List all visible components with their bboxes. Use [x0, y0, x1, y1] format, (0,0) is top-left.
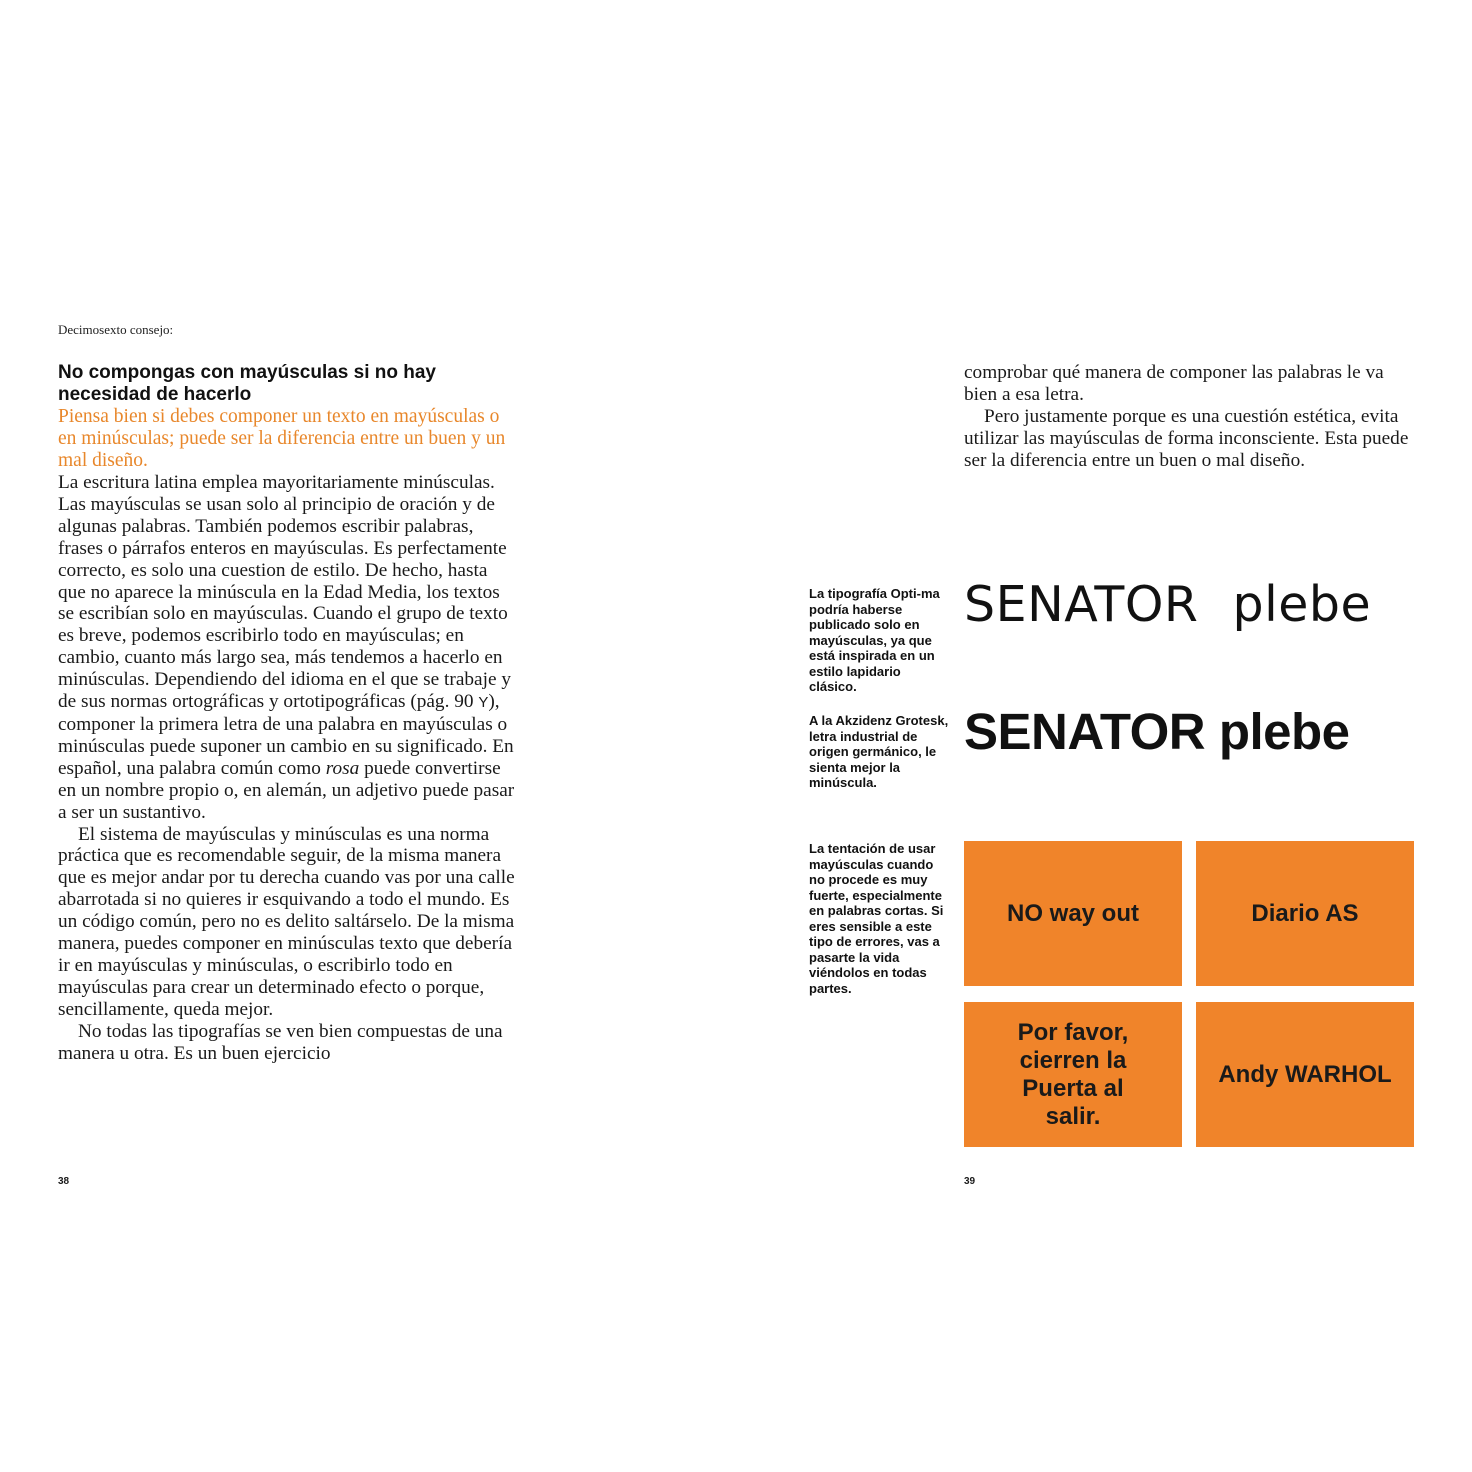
tip-kicker: Decimosexto consejo:	[58, 322, 174, 337]
body-paragraph-1	[58, 472, 516, 824]
body-paragraph-2: El sistema de mayúsculas y minúsculas es una norma práctica que es recomendable seguir, de la misma manera que es mejor andar por tu derecha cuando vas por una calle abarrotada si no quieres ir esquivando a todo el mundo. Es un código común, pero no es delito saltárselo. De la misma manera, puedes componer en minúsculas texto que debería ir en mayúsculas y minúsculas, o escribirlo todo en mayúsculas para crear un determinado efecto o porque, sencillamente, queda mejor.	[58, 823, 515, 1020]
caption-temptation: La tentación de usar mayúsculas cuando no procede es muy fuerte, especialmente en palabras cortas. Si eres sensible a este tipo de errores, vas a pasarte la vida viéndolos en todas partes.	[809, 841, 944, 996]
akzidenz-lowercase-word: plebe	[1218, 703, 1350, 760]
left-body-text	[58, 472, 516, 1064]
example-box-andy-warhol	[1196, 1002, 1414, 1147]
akzidenz-sample	[964, 702, 1424, 761]
caption-optima: La tipografía Opti-ma podría haberse publicado solo en mayúsculas, ya que está inspirada en un estilo lapidario clásico.	[809, 586, 940, 694]
example-box-label: Andy WARHOL	[1218, 1060, 1392, 1088]
optima-uppercase-word: SENATOR	[964, 576, 1199, 633]
example-box-por-favor	[964, 1002, 1182, 1147]
example-box-no-way-out	[964, 841, 1182, 986]
body-text-run: ), componer la primera letra de una palabra en mayúsculas o minúsculas puede suponer un cambio en su significado. En español, una palabra común como	[58, 691, 514, 779]
italic-word: rosa	[325, 757, 360, 779]
example-box-label: Por favor, cierren la Puerta al salir.	[1017, 1018, 1129, 1130]
tip-heading: No compongas con mayúsculas si no hay necesidad de hacerlo	[58, 362, 436, 405]
body-text-run: puede convertirse en un nombre propio o, en alemán, un adjetivo puede pasar a ser un sustantivo.	[58, 757, 515, 823]
body-text-run: La escritura latina emplea mayoritariamente minúsculas. Las mayúsculas se usan solo al principio de oración y de algunas palabras. También podemos escribir palabras, frases o párrafos enteros en mayúsculas. Es perfectamente correcto, es solo una cuestion de estilo. De hecho, hasta que no aparece la minúscula en la Edad Media, los textos se escribían solo en mayúsculas. Cuando el grupo de texto es breve, podemos escribirlo todo en mayúsculas; en cambio, cuanto más largo sea, más tendemos a hacerlo en minúsculas. Dependiendo del idioma en el que se trabaje y de sus normas ortográficas y ortotipográficas (pág. 90	[58, 472, 511, 713]
body-paragraph-continued: comprobar qué manera de componer las palabras le va bien a esa letra.	[964, 362, 1384, 405]
body-paragraph-3: No todas las tipografías se ven bien compuestas de una manera u otra. Es un buen ejercicio	[58, 1020, 503, 1064]
page-reference-symbol: Y	[478, 694, 489, 712]
lead-paragraph: Piensa bien si debes componer un texto en mayúsculas o en minúsculas; puede ser la diferencia entre un buen y un mal diseño.	[58, 406, 506, 471]
example-box-label: NO way out	[1006, 899, 1139, 927]
optima-lowercase-word: plebe	[1232, 576, 1372, 633]
right-body-text	[964, 362, 1419, 472]
page-number-right: 39	[964, 1176, 976, 1187]
example-box-diario-as	[1196, 841, 1414, 986]
page-number-left: 38	[58, 1176, 70, 1187]
akzidenz-uppercase-word: SENATOR	[964, 703, 1206, 760]
example-box-label: Diario AS	[1251, 899, 1359, 927]
body-paragraph-final: Pero justamente porque es una cuestión estética, evita utilizar las mayúsculas de forma inconsciente. Esta puede ser la diferencia entre un buen o mal diseño.	[964, 405, 1409, 471]
optima-sample	[964, 576, 1424, 633]
caption-akzidenz: A la Akzidenz Grotesk, letra industrial de origen germánico, le sienta mejor la minúscula.	[809, 713, 949, 790]
